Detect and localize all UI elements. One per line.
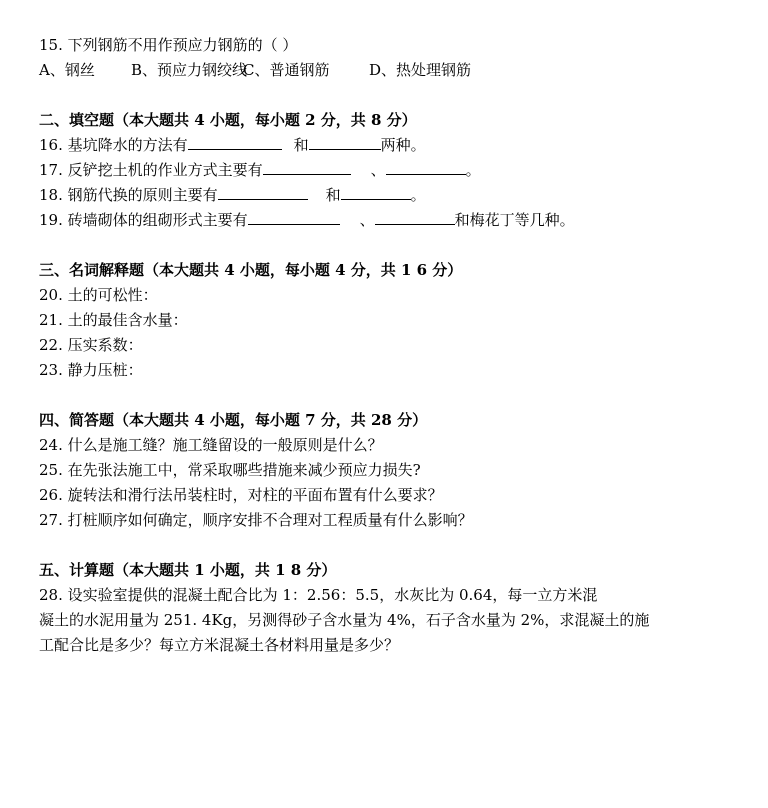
spacer <box>39 383 739 408</box>
question-18 <box>39 183 739 208</box>
option-c: C、普通钢筋 <box>243 61 330 79</box>
question-22: 22. 压实系数： <box>39 336 143 354</box>
question-23: 23. 静力压桩： <box>39 361 143 379</box>
answer-blank[interactable] <box>309 133 381 150</box>
section-4-heading: 四、简答题（本大题共 4 小题，每小题 7 分，共 28 分） <box>39 411 428 429</box>
answer-blank[interactable] <box>248 208 340 225</box>
question-16-suffix: 两种。 <box>380 136 426 154</box>
question-19-mid: 、 <box>359 211 375 229</box>
question-15-stem: 15. 下列钢筋不用作预应力钢筋的（ ） <box>39 36 298 54</box>
answer-blank[interactable] <box>218 183 308 200</box>
section-3-heading: 三、名词解释题（本大题共 4 小题，每小题 4 分，共 1 6 分） <box>39 261 463 279</box>
question-18-mid: 和 <box>325 186 341 204</box>
question-28-line-1: 28. 设实验室提供的混凝土配合比为 1：2.56：5.5，水灰比为 0.64，每一立方米混 <box>39 586 598 604</box>
question-27: 27. 打桩顺序如何确定，顺序安排不合理对工程质量有什么影响？ <box>39 511 473 529</box>
question-28-line-2: 凝土的水泥用量为 251. 4Kg，另测得砂子含水量为 4%，石子含水量为 2%，求混凝土的施 <box>39 611 650 629</box>
question-17 <box>39 158 739 183</box>
spacer <box>39 83 739 108</box>
question-17-prefix: 17. 反铲挖土机的作业方式主要有 <box>39 161 263 179</box>
question-25: 25. 在先张法施工中，常采取哪些措施来减少预应力损失? <box>39 461 421 479</box>
question-20: 20. 土的可松性： <box>39 286 158 304</box>
question-28-line-3: 工配合比是多少？每立方米混凝土各材料用量是多少？ <box>39 636 400 654</box>
question-17-mid: 、 <box>370 161 386 179</box>
answer-blank[interactable] <box>341 183 411 200</box>
question-24: 24. 什么是施工缝？施工缝留设的一般原则是什么？ <box>39 436 383 454</box>
question-19-suffix: 和梅花丁等几种。 <box>454 211 575 229</box>
question-16-mid: 和 <box>293 136 309 154</box>
question-19-prefix: 19. 砖墙砌体的组砌形式主要有 <box>39 211 248 229</box>
answer-blank[interactable] <box>263 158 351 175</box>
question-18-prefix: 18. 钢筋代换的原则主要有 <box>39 186 218 204</box>
question-17-suffix: 。 <box>465 161 481 179</box>
option-a: A、钢丝 <box>39 61 95 79</box>
spacer <box>39 233 739 258</box>
section-2-heading: 二、填空题（本大题共 4 小题，每小题 2 分，共 8 分） <box>39 111 417 129</box>
section-5-heading: 五、计算题（本大题共 1 小题，共 1 8 分） <box>39 561 337 579</box>
option-b: B、预应力钢绞线 <box>131 61 248 79</box>
question-16 <box>39 133 739 158</box>
question-21: 21. 土的最佳含水量： <box>39 311 188 329</box>
question-16-prefix: 16. 基坑降水的方法有 <box>39 136 188 154</box>
exam-page <box>39 33 739 658</box>
question-26: 26. 旋转法和滑行法吊装柱时，对柱的平面布置有什么要求？ <box>39 486 443 504</box>
question-15-options <box>39 58 739 83</box>
option-d: D、热处理钢筋 <box>369 61 472 79</box>
spacer <box>39 533 739 558</box>
question-18-suffix: 。 <box>410 186 426 204</box>
answer-blank[interactable] <box>188 133 282 150</box>
question-19 <box>39 208 739 233</box>
answer-blank[interactable] <box>386 158 466 175</box>
answer-blank[interactable] <box>375 208 455 225</box>
